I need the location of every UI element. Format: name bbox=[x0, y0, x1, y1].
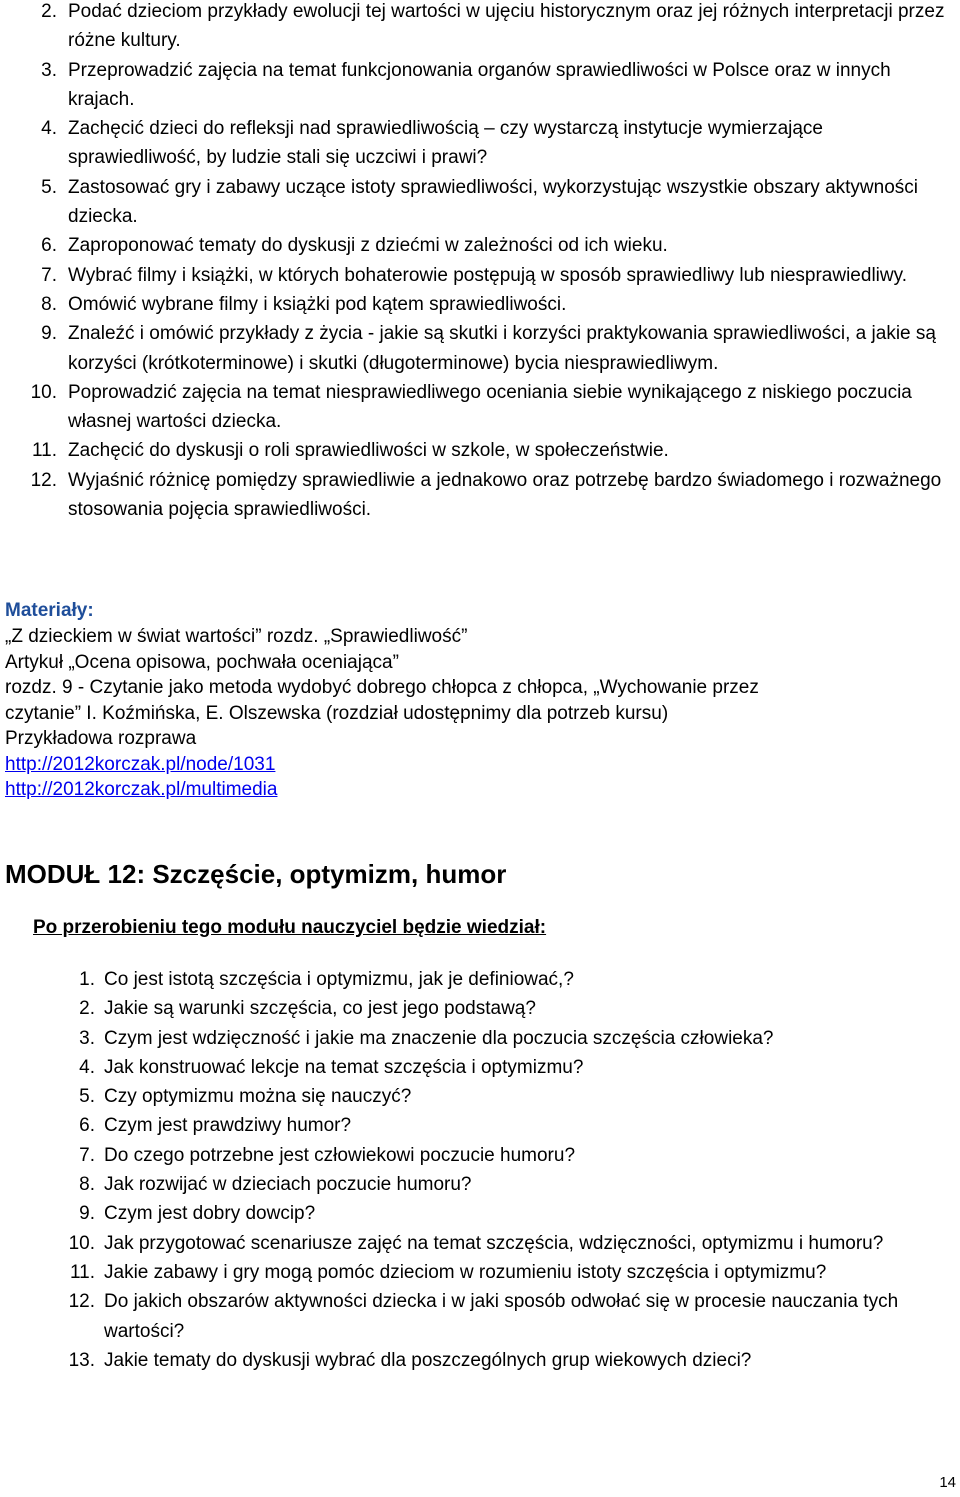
list-item-number: 13. bbox=[68, 1349, 95, 1371]
list-item-number: 7. bbox=[79, 1144, 95, 1166]
list-item bbox=[0, 994, 960, 1023]
list-item-number: 11. bbox=[31, 440, 57, 462]
list-item-text: Znaleźć i omówić przykłady z życia - jakie są skutki i korzyści praktykowania sprawiedliwości, a jakie są korzyści (krótkoterminowe) i skutki (długoterminowe) bycia niesprawiedliwym. bbox=[68, 323, 936, 374]
link-korczak-multimedia[interactable]: http://2012korczak.pl/multimedia bbox=[5, 779, 278, 800]
list-item bbox=[0, 56, 960, 115]
list-item-text: Jak przygotować scenariusze zajęć na temat szczęścia, wdzięczności, optymizmu i humoru? bbox=[104, 1232, 884, 1254]
module-title: MODUŁ 12: Szczęście, optymizm, humor bbox=[5, 859, 507, 889]
list-item bbox=[0, 114, 960, 173]
list-item-text: Zaproponować tematy do dyskusji z dziećmi w zależności od ich wieku. bbox=[68, 235, 668, 257]
list-item bbox=[0, 173, 960, 232]
list-item-text: Omówić wybrane filmy i książki pod kątem sprawiedliwości. bbox=[68, 293, 567, 315]
link-korczak-node[interactable]: http://2012korczak.pl/node/1031 bbox=[5, 753, 276, 775]
materials-line: Przykładowa rozprawa bbox=[5, 728, 197, 749]
list-item bbox=[0, 1053, 960, 1082]
list-item-text: Co jest istotą szczęścia i optymizmu, jak je definiować,? bbox=[104, 969, 574, 990]
list-item-text: Czy optymizmu można się nauczyć? bbox=[104, 1086, 412, 1108]
list-item bbox=[0, 436, 960, 465]
list-item-text: Jakie są warunki szczęścia, co jest jego podstawą? bbox=[104, 998, 536, 1020]
list-item bbox=[0, 231, 960, 260]
list-item bbox=[0, 1024, 960, 1053]
list-item-number: 5. bbox=[41, 176, 57, 198]
list-item-text: Zachęcić dzieci do refleksji nad sprawiedliwością – czy wystarczą instytucje wymierzające sprawiedliwość, by ludzie stali się uczciwi i prawi? bbox=[68, 118, 823, 169]
list-item-number: 12. bbox=[30, 469, 57, 491]
materials-section bbox=[5, 597, 759, 803]
list-item bbox=[0, 965, 960, 994]
materials-heading: Materiały: bbox=[5, 600, 94, 621]
learning-outcomes-list bbox=[0, 965, 960, 1375]
list-item bbox=[0, 466, 960, 525]
list-item-number: 11. bbox=[69, 1261, 95, 1283]
list-item-text: Do czego potrzebne jest człowiekowi poczucie humoru? bbox=[104, 1144, 576, 1166]
materials-line: Artykuł „Ocena opisowa, pochwała oceniająca” bbox=[5, 651, 399, 673]
list-item-number: 2. bbox=[41, 1, 57, 22]
list-item-number: 5. bbox=[79, 1086, 95, 1108]
list-item-number: 10. bbox=[30, 381, 57, 403]
list-item-text: Poprowadzić zajęcia na temat niesprawiedliwego oceniania siebie wynikającego z niskiego poczucia własnej wartości dziecka. bbox=[68, 381, 912, 433]
list-item bbox=[0, 1111, 960, 1140]
list-item-text: Wybrać filmy i książki, w których bohaterowie postępują w sposób sprawiedliwy lub niesprawiedliwy. bbox=[68, 264, 907, 286]
list-item bbox=[0, 261, 960, 290]
materials-line: czytanie” I. Koźmińska, E. Olszewska (rozdział udostępnimy dla potrzeb kursu) bbox=[5, 702, 669, 724]
list-item-text: Jakie tematy do dyskusji wybrać dla poszczególnych grup wiekowych dzieci? bbox=[104, 1349, 752, 1371]
list-item-number: 9. bbox=[79, 1203, 95, 1225]
list-item-number: 8. bbox=[41, 293, 57, 315]
list-item-text: Podać dzieciom przykłady ewolucji tej wartości w ujęciu historycznym oraz jej różnych interpretacji przez różne kultury. bbox=[68, 1, 945, 52]
list-item bbox=[0, 1141, 960, 1170]
list-item-text: Przeprowadzić zajęcia na temat funkcjonowania organów sprawiedliwości w Polsce oraz w innych krajach. bbox=[68, 59, 891, 110]
list-item-number: 4. bbox=[41, 118, 57, 140]
list-item bbox=[0, 1082, 960, 1111]
list-item-text: Wyjaśnić różnicę pomiędzy sprawiedliwie a jednakowo oraz potrzebę bardzo świadomego i rozważnego stosowania pojęcia sprawiedliwości. bbox=[68, 469, 942, 521]
list-item-number: 8. bbox=[79, 1174, 95, 1196]
list-item bbox=[0, 1170, 960, 1199]
list-item-number: 12. bbox=[68, 1291, 95, 1313]
list-item-text: Jak konstruować lekcje na temat szczęścia i optymizmu? bbox=[104, 1056, 584, 1078]
list-item bbox=[0, 290, 960, 319]
list-item-number: 7. bbox=[41, 264, 57, 286]
list-item-text: Czym jest prawdziwy humor? bbox=[104, 1115, 352, 1137]
list-item-number: 6. bbox=[79, 1115, 95, 1137]
list-item bbox=[0, 378, 960, 437]
list-item-text: Zachęcić do dyskusji o roli sprawiedliwości w szkole, w społeczeństwie. bbox=[68, 440, 669, 462]
list-item-number: 9. bbox=[41, 323, 57, 345]
learning-outcomes-heading: Po przerobieniu tego modułu nauczyciel będzie wiedział: bbox=[33, 917, 547, 938]
page-number: 14 bbox=[939, 1474, 956, 1491]
list-item-text: Jakie zabawy i gry mogą pomóc dzieciom w rozumieniu istoty szczęścia i optymizmu? bbox=[104, 1261, 827, 1283]
list-item bbox=[0, 0, 960, 56]
list-item-number: 3. bbox=[41, 59, 57, 81]
list-item-text: Zastosować gry i zabawy uczące istoty sprawiedliwości, wykorzystując wszystkie obszary aktywności dziecka. bbox=[68, 176, 918, 228]
list-item bbox=[0, 1346, 960, 1375]
list-item-text: Czym jest dobry dowcip? bbox=[104, 1203, 316, 1225]
list-item bbox=[0, 1258, 960, 1287]
list-item-number: 4. bbox=[79, 1056, 95, 1078]
list-item bbox=[0, 1199, 960, 1228]
list-item-number: 2. bbox=[79, 998, 95, 1020]
list-item-number: 6. bbox=[41, 235, 57, 257]
materials-line: rozdz. 9 - Czytanie jako metoda wydobyć dobrego chłopca z chłopca, „Wychowanie przez bbox=[5, 677, 759, 698]
objectives-list bbox=[0, 0, 960, 524]
list-item-text: Jak rozwijać w dzieciach poczucie humoru? bbox=[104, 1174, 472, 1196]
list-item-number: 10. bbox=[68, 1232, 95, 1254]
materials-line: „Z dzieckiem w świat wartości” rozdz. „Sprawiedliwość” bbox=[5, 626, 468, 647]
list-item bbox=[0, 1287, 960, 1346]
list-item bbox=[0, 1229, 960, 1258]
list-item-text: Do jakich obszarów aktywności dziecka i w jaki sposób odwołać się w procesie nauczania tych wartości? bbox=[104, 1291, 899, 1342]
list-item bbox=[0, 319, 960, 378]
list-item-number: 1. bbox=[79, 969, 95, 990]
list-item-number: 3. bbox=[79, 1027, 95, 1049]
list-item-text: Czym jest wdzięczność i jakie ma znaczenie dla poczucia szczęścia człowieka? bbox=[104, 1027, 774, 1049]
